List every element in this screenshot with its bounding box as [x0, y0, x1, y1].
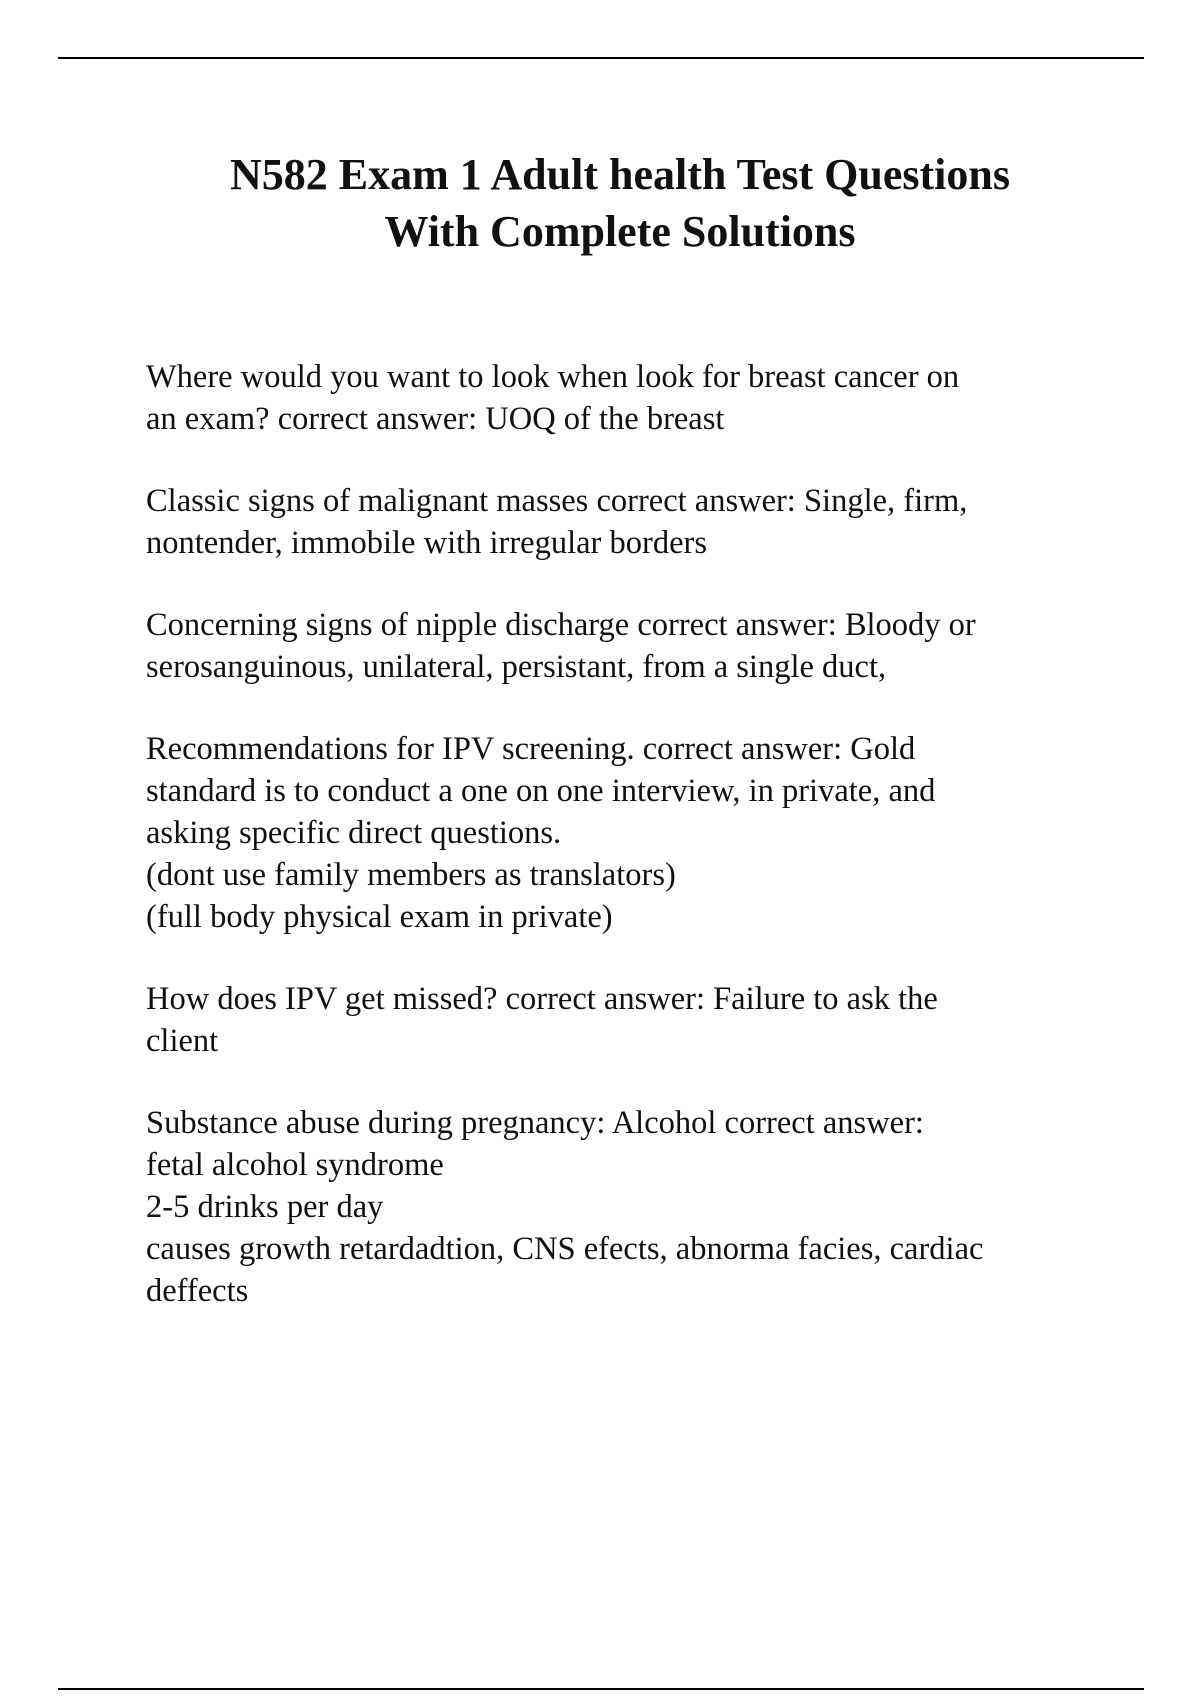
qa-line: causes growth retardadtion, CNS efects, abnorma facies, cardiac: [146, 1231, 984, 1267]
qa-line: deffects: [146, 1273, 249, 1309]
qa-entry: [146, 1102, 1146, 1312]
qa-entry: [146, 604, 1146, 688]
qa-line: nontender, immobile with irregular borders: [146, 525, 707, 561]
qa-line: an exam? correct answer: UOQ of the breast: [146, 401, 725, 437]
qa-line: Classic signs of malignant masses correct answer: Single, firm,: [146, 483, 968, 519]
qa-entry: [146, 356, 1146, 440]
qa-line: standard is to conduct a one on one interview, in private, and: [146, 773, 936, 809]
top-rule: [58, 57, 1144, 59]
qa-line: 2-5 drinks per day: [146, 1189, 384, 1225]
qa-line: asking specific direct questions.: [146, 815, 562, 851]
document-title: N582 Exam 1 Adult health Test Questions With Complete Solutions: [230, 150, 1010, 256]
qa-line: fetal alcohol syndrome: [146, 1147, 444, 1183]
qa-line: (full body physical exam in private): [146, 899, 613, 935]
qa-line: Substance abuse during pregnancy: Alcohol correct answer:: [146, 1105, 924, 1141]
qa-entry: [146, 480, 1146, 564]
qa-line: (dont use family members as translators): [146, 857, 676, 893]
qa-line: Concerning signs of nipple discharge correct answer: Bloody or: [146, 607, 976, 643]
qa-line: Recommendations for IPV screening. correct answer: Gold: [146, 731, 916, 767]
bottom-rule: [58, 1688, 1144, 1690]
qa-entry: [146, 978, 1146, 1062]
qa-line: How does IPV get missed? correct answer: Failure to ask the: [146, 981, 938, 1017]
qa-line: serosanguinous, unilateral, persistant, from a single duct,: [146, 649, 887, 685]
qa-list: [146, 356, 1146, 1352]
qa-line: Where would you want to look when look for breast cancer on: [146, 359, 960, 395]
qa-line: client: [146, 1023, 219, 1059]
qa-entry: [146, 728, 1146, 938]
